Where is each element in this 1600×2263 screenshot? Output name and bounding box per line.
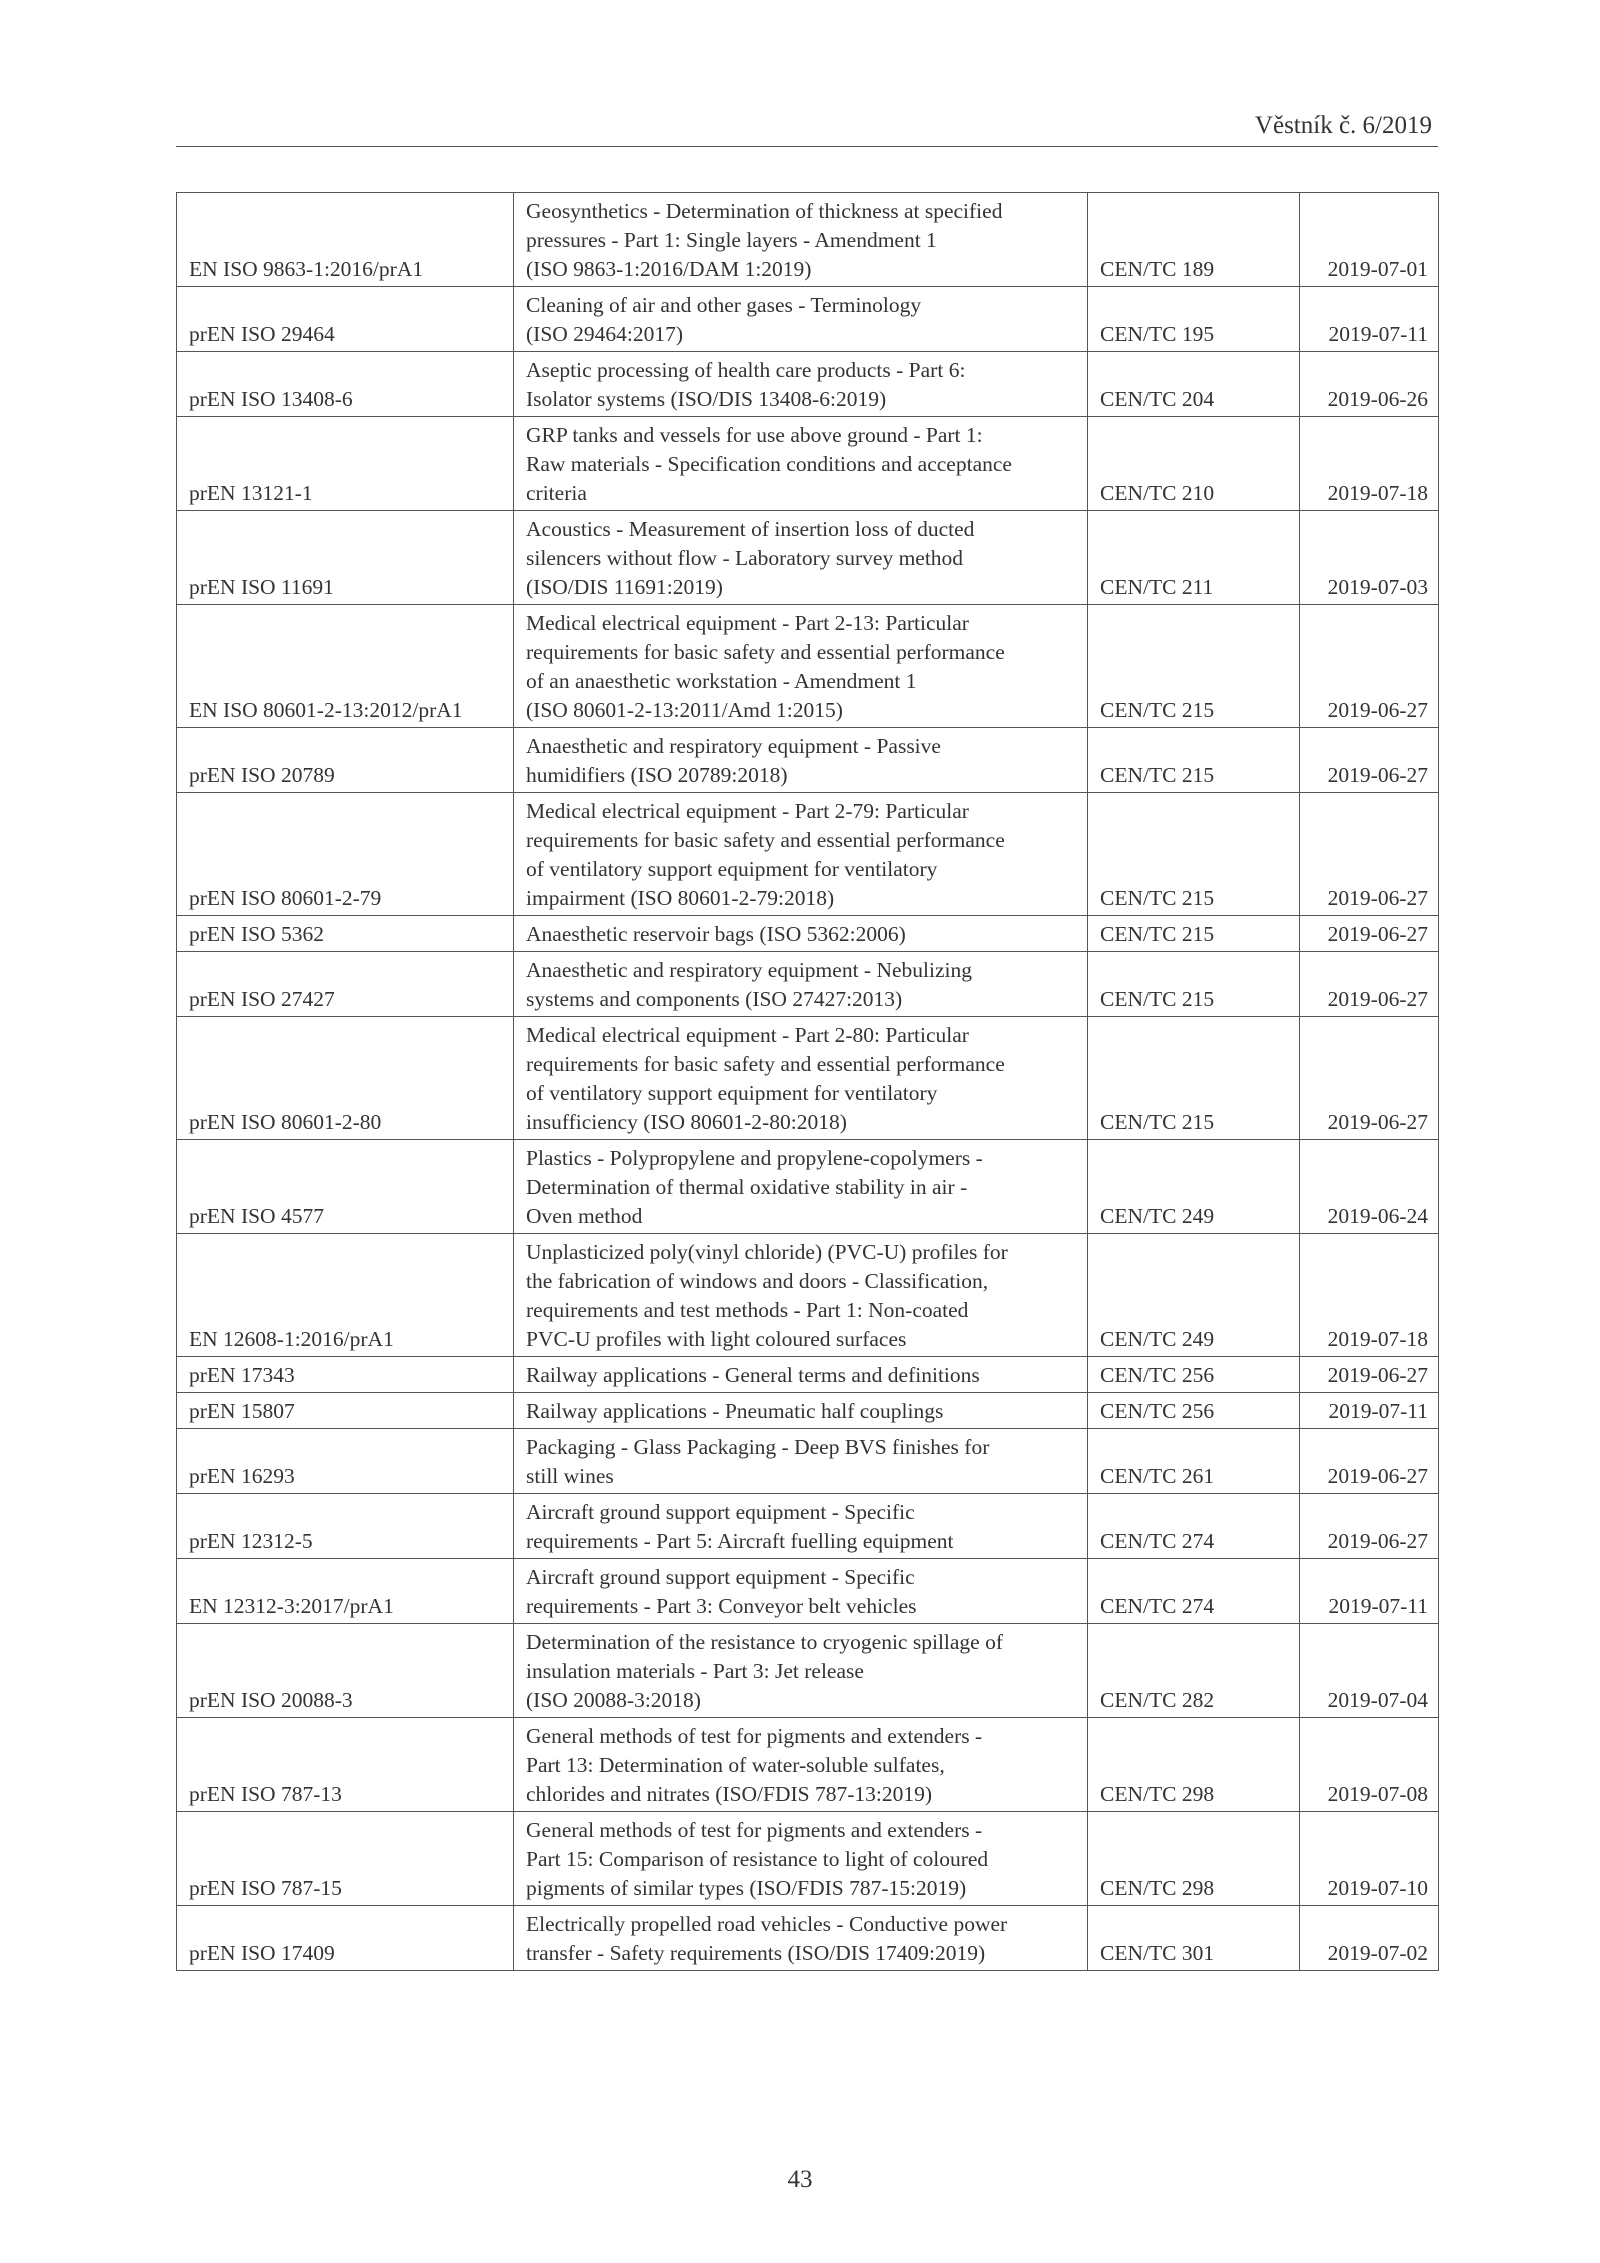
technical-committee-cell: CEN/TC 215 — [1088, 1017, 1300, 1140]
technical-committee-cell: CEN/TC 204 — [1088, 352, 1300, 417]
deadline-date-cell: 2019-07-18 — [1300, 1234, 1439, 1357]
standard-title-cell: Anaesthetic and respiratory equipment - Passive humidifiers (ISO 20789:2018) — [514, 728, 1088, 793]
standard-code-cell: EN ISO 9863-1:2016/prA1 — [177, 193, 514, 287]
table-row — [177, 287, 1439, 352]
standard-title-cell: Railway applications - Pneumatic half couplings — [514, 1393, 1088, 1429]
standard-title-cell: Anaesthetic and respiratory equipment - Nebulizing systems and components (ISO 27427:2013) — [514, 952, 1088, 1017]
standard-title-cell: Determination of the resistance to cryogenic spillage of insulation materials - Part 3: Jet release (ISO 20088-3:2018) — [514, 1624, 1088, 1718]
standard-code-cell: prEN ISO 80601-2-79 — [177, 793, 514, 916]
table-row — [177, 1559, 1439, 1624]
deadline-date-cell: 2019-06-26 — [1300, 352, 1439, 417]
technical-committee-cell: CEN/TC 256 — [1088, 1357, 1300, 1393]
standard-title-cell: Medical electrical equipment - Part 2-13: Particular requirements for basic safety and essential performance of an anaesthetic workstation - Amendment 1 (ISO 80601-2-13:2011/Amd 1:2015) — [514, 605, 1088, 728]
standard-code-cell: prEN ISO 787-15 — [177, 1812, 514, 1906]
standard-title-cell: Acoustics - Measurement of insertion loss of ducted silencers without flow - Laboratory survey method (ISO/DIS 11691:2019) — [514, 511, 1088, 605]
technical-committee-cell: CEN/TC 298 — [1088, 1718, 1300, 1812]
technical-committee-cell: CEN/TC 249 — [1088, 1140, 1300, 1234]
table-row — [177, 1234, 1439, 1357]
technical-committee-cell: CEN/TC 282 — [1088, 1624, 1300, 1718]
table-row — [177, 1812, 1439, 1906]
deadline-date-cell: 2019-07-04 — [1300, 1624, 1439, 1718]
deadline-date-cell: 2019-06-27 — [1300, 1494, 1439, 1559]
deadline-date-cell: 2019-06-27 — [1300, 1017, 1439, 1140]
standard-title-cell: General methods of test for pigments and extenders - Part 15: Comparison of resistance to light of coloured pigments of similar types (ISO/FDIS 787-15:2019) — [514, 1812, 1088, 1906]
table-row — [177, 352, 1439, 417]
table-row — [177, 193, 1439, 287]
standard-code-cell: prEN 16293 — [177, 1429, 514, 1494]
deadline-date-cell: 2019-06-27 — [1300, 1429, 1439, 1494]
standard-title-cell: Cleaning of air and other gases - Terminology (ISO 29464:2017) — [514, 287, 1088, 352]
standard-title-cell: Geosynthetics - Determination of thickness at specified pressures - Part 1: Single layers - Amendment 1 (ISO 9863-1:2016/DAM 1:2019) — [514, 193, 1088, 287]
table-row — [177, 1357, 1439, 1393]
deadline-date-cell: 2019-06-27 — [1300, 793, 1439, 916]
deadline-date-cell: 2019-07-18 — [1300, 417, 1439, 511]
standard-code-cell: prEN ISO 20789 — [177, 728, 514, 793]
standard-code-cell: prEN ISO 11691 — [177, 511, 514, 605]
technical-committee-cell: CEN/TC 249 — [1088, 1234, 1300, 1357]
technical-committee-cell: CEN/TC 211 — [1088, 511, 1300, 605]
standard-title-cell: Unplasticized poly(vinyl chloride) (PVC-U) profiles for the fabrication of windows and doors - Classification, requirements and test methods - Part 1: Non-coated PVC-U profiles with light coloured surfaces — [514, 1234, 1088, 1357]
standard-code-cell: prEN ISO 5362 — [177, 916, 514, 952]
standard-title-cell: Aircraft ground support equipment - Specific requirements - Part 3: Conveyor belt vehicles — [514, 1559, 1088, 1624]
standard-title-cell: Electrically propelled road vehicles - Conductive power transfer - Safety requirements (ISO/DIS 17409:2019) — [514, 1906, 1088, 1971]
standard-code-cell: prEN ISO 787-13 — [177, 1718, 514, 1812]
deadline-date-cell: 2019-07-03 — [1300, 511, 1439, 605]
deadline-date-cell: 2019-07-01 — [1300, 193, 1439, 287]
deadline-date-cell: 2019-07-08 — [1300, 1718, 1439, 1812]
standard-code-cell: EN 12312-3:2017/prA1 — [177, 1559, 514, 1624]
table-row — [177, 1429, 1439, 1494]
standard-code-cell: EN 12608-1:2016/prA1 — [177, 1234, 514, 1357]
deadline-date-cell: 2019-06-27 — [1300, 916, 1439, 952]
deadline-date-cell: 2019-07-11 — [1300, 1393, 1439, 1429]
standard-code-cell: prEN 17343 — [177, 1357, 514, 1393]
table-row — [177, 1718, 1439, 1812]
page-number: 43 — [787, 2166, 813, 2193]
table-row — [177, 1393, 1439, 1429]
technical-committee-cell: CEN/TC 215 — [1088, 793, 1300, 916]
page-header — [176, 108, 1438, 147]
technical-committee-cell: CEN/TC 189 — [1088, 193, 1300, 287]
deadline-date-cell: 2019-06-27 — [1300, 605, 1439, 728]
standard-title-cell: Medical electrical equipment - Part 2-80: Particular requirements for basic safety and essential performance of ventilatory support equipment for ventilatory insufficiency (ISO 80601-2-80:2018) — [514, 1017, 1088, 1140]
standard-code-cell: prEN ISO 4577 — [177, 1140, 514, 1234]
standard-title-cell: Packaging - Glass Packaging - Deep BVS finishes for still wines — [514, 1429, 1088, 1494]
technical-committee-cell: CEN/TC 298 — [1088, 1812, 1300, 1906]
table-row — [177, 916, 1439, 952]
standard-title-cell: Medical electrical equipment - Part 2-79: Particular requirements for basic safety and essential performance of ventilatory support equipment for ventilatory impairment (ISO 80601-2-79:2018) — [514, 793, 1088, 916]
standard-title-cell: General methods of test for pigments and extenders - Part 13: Determination of water-soluble sulfates, chlorides and nitrates (ISO/FDIS 787-13:2019) — [514, 1718, 1088, 1812]
table-row — [177, 1624, 1439, 1718]
table-row — [177, 1494, 1439, 1559]
standard-title-cell: Plastics - Polypropylene and propylene-copolymers - Determination of thermal oxidative stability in air - Oven method — [514, 1140, 1088, 1234]
standard-code-cell: prEN 12312-5 — [177, 1494, 514, 1559]
deadline-date-cell: 2019-06-24 — [1300, 1140, 1439, 1234]
standard-code-cell: prEN 15807 — [177, 1393, 514, 1429]
standard-code-cell: prEN 13121-1 — [177, 417, 514, 511]
technical-committee-cell: CEN/TC 256 — [1088, 1393, 1300, 1429]
standard-code-cell: prEN ISO 13408-6 — [177, 352, 514, 417]
standard-code-cell: EN ISO 80601-2-13:2012/prA1 — [177, 605, 514, 728]
table-row — [177, 417, 1439, 511]
technical-committee-cell: CEN/TC 261 — [1088, 1429, 1300, 1494]
technical-committee-cell: CEN/TC 195 — [1088, 287, 1300, 352]
deadline-date-cell: 2019-07-11 — [1300, 287, 1439, 352]
table-row — [177, 1140, 1439, 1234]
table-row — [177, 952, 1439, 1017]
standard-title-cell: Anaesthetic reservoir bags (ISO 5362:2006) — [514, 916, 1088, 952]
technical-committee-cell: CEN/TC 215 — [1088, 728, 1300, 793]
technical-committee-cell: CEN/TC 215 — [1088, 916, 1300, 952]
deadline-date-cell: 2019-07-10 — [1300, 1812, 1439, 1906]
standard-code-cell: prEN ISO 29464 — [177, 287, 514, 352]
standards-table-container — [176, 192, 1438, 1971]
table-row — [177, 793, 1439, 916]
table-row — [177, 1906, 1439, 1971]
standard-title-cell: GRP tanks and vessels for use above ground - Part 1: Raw materials - Specification conditions and acceptance criteria — [514, 417, 1088, 511]
deadline-date-cell: 2019-07-11 — [1300, 1559, 1439, 1624]
table-row — [177, 728, 1439, 793]
technical-committee-cell: CEN/TC 215 — [1088, 952, 1300, 1017]
standard-title-cell: Railway applications - General terms and definitions — [514, 1357, 1088, 1393]
standard-title-cell: Aseptic processing of health care products - Part 6: Isolator systems (ISO/DIS 13408-6:2019) — [514, 352, 1088, 417]
table-row — [177, 605, 1439, 728]
standard-code-cell: prEN ISO 27427 — [177, 952, 514, 1017]
technical-committee-cell: CEN/TC 301 — [1088, 1906, 1300, 1971]
standards-table-body — [177, 193, 1439, 1971]
technical-committee-cell: CEN/TC 215 — [1088, 605, 1300, 728]
standard-code-cell: prEN ISO 17409 — [177, 1906, 514, 1971]
technical-committee-cell: CEN/TC 274 — [1088, 1559, 1300, 1624]
table-row — [177, 511, 1439, 605]
technical-committee-cell: CEN/TC 210 — [1088, 417, 1300, 511]
journal-title: Věstník č. 6/2019 — [1254, 112, 1432, 139]
deadline-date-cell: 2019-06-27 — [1300, 952, 1439, 1017]
deadline-date-cell: 2019-06-27 — [1300, 1357, 1439, 1393]
table-row — [177, 1017, 1439, 1140]
deadline-date-cell: 2019-06-27 — [1300, 728, 1439, 793]
standard-code-cell: prEN ISO 80601-2-80 — [177, 1017, 514, 1140]
standard-title-cell: Aircraft ground support equipment - Specific requirements - Part 5: Aircraft fuelling equipment — [514, 1494, 1088, 1559]
standards-table — [176, 192, 1439, 1971]
standard-code-cell: prEN ISO 20088-3 — [177, 1624, 514, 1718]
technical-committee-cell: CEN/TC 274 — [1088, 1494, 1300, 1559]
deadline-date-cell: 2019-07-02 — [1300, 1906, 1439, 1971]
